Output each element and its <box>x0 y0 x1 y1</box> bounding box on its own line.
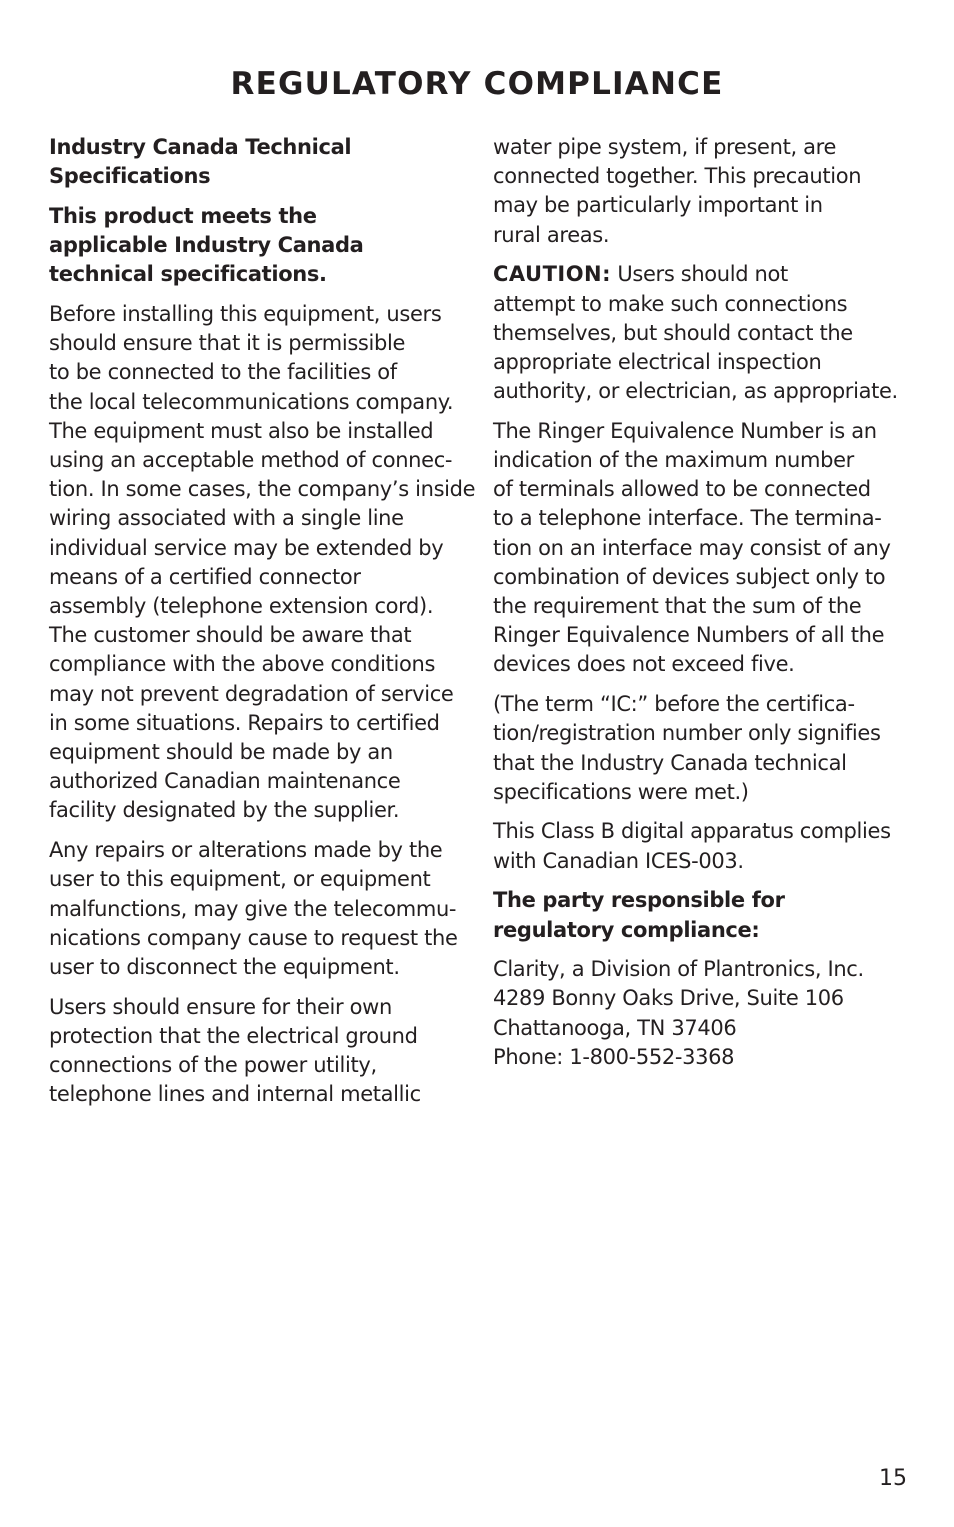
text-line: Before installing this equipment, users <box>49 302 442 327</box>
text-line: rural areas. <box>493 222 610 247</box>
text-line: tion/registration number only signifies <box>493 721 881 746</box>
text-line: attempt to make such connections <box>493 291 848 316</box>
text-line <box>493 260 905 289</box>
paragraph-ringer-equivalence <box>493 417 905 680</box>
phone-number: Phone: 1-800-552-3368 <box>493 1044 735 1069</box>
right-column <box>493 133 905 1083</box>
page-title: REGULATORY COMPLIANCE <box>230 66 724 102</box>
text-line: Specifications <box>49 164 211 189</box>
text-line: that the Industry Canada technical <box>493 750 847 775</box>
text-line: Ringer Equivalence Numbers of all the <box>493 623 885 648</box>
paragraph-electrical-ground-continued <box>493 133 905 250</box>
text-line: The equipment must also be installed <box>49 418 434 443</box>
text-line: themselves, but should contact the <box>493 320 853 345</box>
paragraph-installation <box>49 300 476 826</box>
text-line: protection that the electrical ground <box>49 1023 418 1048</box>
text-line: connections of the power utility, <box>49 1053 377 1078</box>
text-line: individual service may be extended by <box>49 535 444 560</box>
text-line: water pipe system, if present, are <box>493 135 837 159</box>
text-line: authority, or electrician, as appropriate. <box>493 379 898 404</box>
text-line: may be particularly important in <box>493 193 823 218</box>
text-line: regulatory compliance: <box>493 917 760 942</box>
city-state-zip: Chattanooga, TN 37406 <box>493 1015 737 1040</box>
text-line: to a telephone interface. The termina- <box>493 506 882 531</box>
street-address: 4289 Bonny Oaks Drive, Suite 106 <box>493 986 844 1011</box>
text-line: equipment should be made by an <box>49 740 393 765</box>
company-address <box>493 955 905 1072</box>
text-line: authorized Canadian maintenance <box>49 769 401 794</box>
left-column <box>49 133 476 1120</box>
text-line: appropriate electrical inspection <box>493 349 822 374</box>
compliance-statement <box>49 202 465 290</box>
text-line: combination of devices subject only to <box>493 564 886 589</box>
paragraph-electrical-ground <box>49 993 465 1110</box>
section-heading-industry-canada <box>49 133 465 191</box>
text-line: applicable Industry Canada <box>49 233 364 258</box>
responsible-party-heading <box>493 886 905 944</box>
text-line: the requirement that the sum of the <box>493 594 862 619</box>
text-line: connected together. This precaution <box>493 164 862 189</box>
text-line: assembly (telephone extension cord). <box>49 594 434 619</box>
text-line: using an acceptable method of connec- <box>49 448 453 473</box>
text-line: devices does not exceed five. <box>493 652 795 677</box>
text-line: compliance with the above conditions <box>49 652 436 677</box>
text-line: This Class B digital apparatus complies <box>493 819 891 844</box>
text-line: The customer should be aware that <box>49 623 412 648</box>
paragraph-ices <box>493 817 905 875</box>
text-line: should ensure that it is permissible <box>49 331 406 356</box>
text-line: indication of the maximum number <box>493 448 854 473</box>
text-line: user to disconnect the equipment. <box>49 954 400 979</box>
text-line: The Ringer Equivalence Number is an <box>493 418 877 443</box>
text-line: malfunctions, may give the telecommu- <box>49 896 457 921</box>
text-line: to be connected to the facilities of <box>49 360 397 385</box>
text-line: Industry Canada Technical <box>49 135 352 159</box>
page-number: 15 <box>879 1466 907 1491</box>
caution-label: CAUTION: <box>493 262 612 287</box>
text-line: with Canadian ICES-003. <box>493 848 744 873</box>
text-line: Any repairs or alterations made by the <box>49 838 443 863</box>
text-line: the local telecommunications company. <box>49 389 454 414</box>
text-line: technical specifications. <box>49 262 327 287</box>
text-line: in some situations. Repairs to certified <box>49 710 440 735</box>
text-fragment: Users should not <box>611 262 788 287</box>
text-line: tion on an interface may consist of any <box>493 535 891 560</box>
text-line: The party responsible for <box>493 888 785 913</box>
text-line: user to this equipment, or equipment <box>49 867 431 892</box>
paragraph-repairs <box>49 836 465 982</box>
text-line: This product meets the <box>49 203 317 228</box>
text-line: (The term “IC:” before the certifica- <box>493 692 855 717</box>
company-name: Clarity, a Division of Plantronics, Inc. <box>493 957 864 982</box>
text-line: specifications were met.) <box>493 779 749 804</box>
text-line: Users should ensure for their own <box>49 994 392 1019</box>
text-line: wiring associated with a single line <box>49 506 404 531</box>
text-line: facility designated by the supplier. <box>49 798 400 823</box>
paragraph-caution <box>493 260 905 406</box>
paragraph-ic-term <box>493 690 905 807</box>
text-line: may not prevent degradation of service <box>49 681 454 706</box>
text-line: of terminals allowed to be connected <box>493 477 871 502</box>
text-line: means of a certified connector <box>49 564 361 589</box>
text-line: tion. In some cases, the company’s inside <box>49 477 476 502</box>
text-line: telephone lines and internal metallic <box>49 1082 421 1107</box>
text-line: nications company cause to request the <box>49 925 458 950</box>
